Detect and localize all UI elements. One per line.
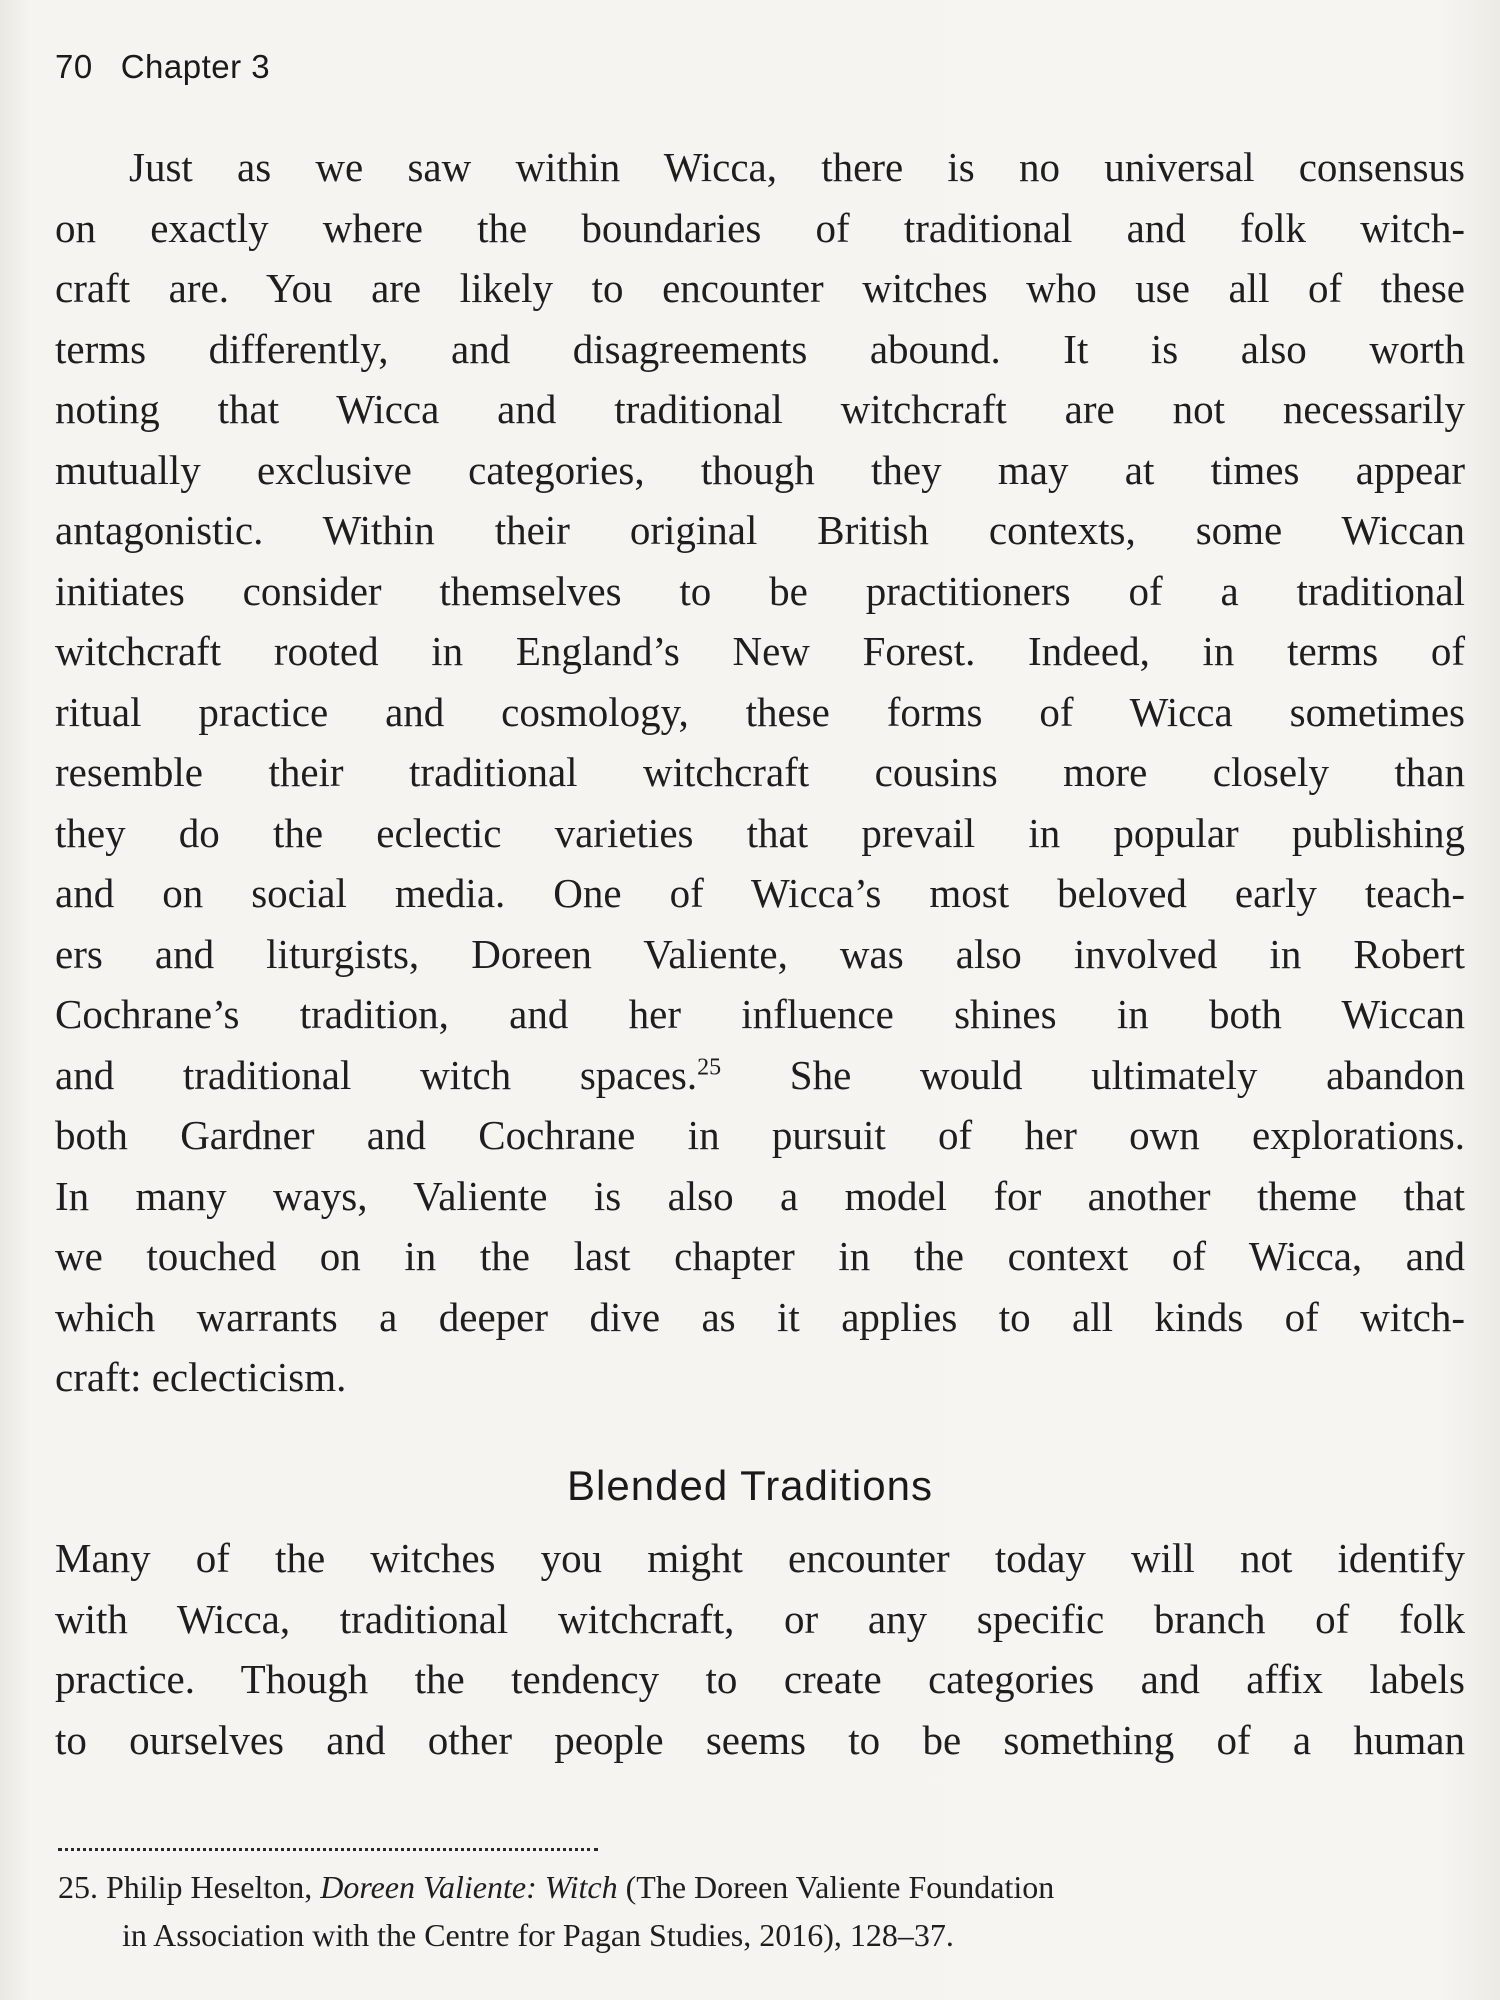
text-line: Many of the witches you might encounter today will not identify xyxy=(55,1535,1465,1581)
text-line: terms differently, and disagreements abound. It is also worth xyxy=(55,325,1465,372)
text-line: Cochrane’s tradition, and her influence shines in both Wiccan xyxy=(55,991,1465,1037)
text-line: resemble their traditional witchcraft cousins more closely than xyxy=(55,749,1465,795)
footnote-25 xyxy=(58,1863,1438,1959)
text-line: witchcraft rooted in England’s New Forest. Indeed, in terms of xyxy=(55,628,1465,674)
text-segment: She would ultimately abandon xyxy=(721,1051,1465,1098)
footnote-line: in Association with the Centre for Pagan Studies, 2016), 128–37. xyxy=(122,1917,954,1953)
chapter-label: Chapter 3 xyxy=(120,48,271,85)
paragraph-2 xyxy=(55,1528,1465,1770)
text-line: and on social media. One of Wicca’s most beloved early teach- xyxy=(55,870,1465,916)
text-line: initiates consider themselves to be practitioners of a traditional xyxy=(55,567,1465,614)
running-head xyxy=(55,48,270,86)
footnote-reference: 25 xyxy=(697,1053,722,1080)
text-line: they do the eclectic varieties that prevail in popular publishing xyxy=(55,809,1465,856)
text-line: to ourselves and other people seems to be something of a human xyxy=(55,1716,1465,1763)
text-line-with-footnote-ref xyxy=(55,1045,1465,1106)
text-line: In many ways, Valiente is also a model for another theme that xyxy=(55,1172,1465,1219)
text-line: craft are. You are likely to encounter witches who use all of these xyxy=(55,265,1465,311)
text-line: ritual practice and cosmology, these forms of Wicca sometimes xyxy=(55,688,1465,735)
paragraph-1 xyxy=(55,137,1465,1408)
footnote-line xyxy=(58,1863,1438,1911)
text-line: which warrants a deeper dive as it applies to all kinds of witch- xyxy=(55,1293,1465,1340)
section-heading: Blended Traditions xyxy=(567,1462,933,1509)
footnote-number: 25. xyxy=(58,1869,98,1905)
footnote-title: Doreen Valiente: Witch xyxy=(320,1869,618,1905)
text-line: noting that Wicca and traditional witchcraft are not necessarily xyxy=(55,386,1465,432)
footnote-divider xyxy=(58,1848,598,1851)
text-line: ers and liturgists, Doreen Valiente, was also involved in Robert xyxy=(55,930,1465,977)
footnote-publisher: (The Doreen Valiente Foundation xyxy=(617,1869,1055,1905)
text-line: craft: eclecticism. xyxy=(55,1354,347,1400)
text-line: with Wicca, traditional witchcraft, or any specific branch of folk xyxy=(55,1595,1465,1642)
text-line: mutually exclusive categories, though they may at times appear xyxy=(55,446,1465,493)
text-line: practice. Though the tendency to create categories and affix labels xyxy=(55,1656,1465,1702)
text-line: both Gardner and Cochrane in pursuit of her own explorations. xyxy=(55,1112,1465,1158)
footnote-author: Philip Heselton, xyxy=(98,1869,321,1905)
text-line: we touched on in the last chapter in the context of Wicca, and xyxy=(55,1233,1465,1279)
text-line: on exactly where the boundaries of traditional and folk witch- xyxy=(55,204,1465,251)
text-line: antagonistic. Within their original British contexts, some Wiccan xyxy=(55,507,1465,553)
text-segment: and traditional witch spaces. xyxy=(55,1051,698,1098)
page-number: 70 xyxy=(55,48,93,85)
text-line: Just as we saw within Wicca, there is no universal consensus xyxy=(129,144,1465,190)
